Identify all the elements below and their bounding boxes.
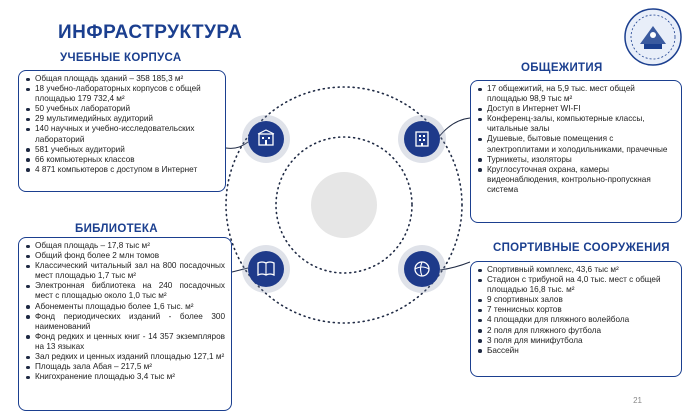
list-item: Спортивный комплекс, 43,6 тыс м² [477, 265, 675, 275]
sports-box [470, 261, 682, 377]
dorms-box [470, 80, 682, 223]
page-number: 21 [633, 396, 642, 405]
list-item: Площадь зала Абая – 217,5 м² [25, 362, 225, 372]
campus-icon [248, 121, 284, 157]
list-item: Душевые, бытовые помещения с электроплитами и холодильниками, прачечные [477, 134, 675, 154]
list-item: 2 поля для пляжного футбола [477, 326, 675, 336]
campus-box [18, 70, 226, 192]
campus-heading: УЧЕБНЫЕ КОРПУСА [60, 52, 182, 64]
dorms-list [477, 84, 675, 195]
list-item: Доступ в Интернет WI-FI [477, 104, 675, 114]
list-item: Общая площадь – 17,8 тыс м² [25, 241, 225, 251]
sports-list [477, 265, 675, 356]
list-item: Бассейн [477, 346, 675, 356]
list-item: Турникеты, изоляторы [477, 155, 675, 165]
dorm-icon [404, 121, 440, 157]
list-item: Фонд редких и ценных книг - 14 357 экземпляров на 13 языках [25, 332, 225, 352]
list-item: Круглосуточная охрана, камеры видеонаблюдения, контрольно-пропускная система [477, 165, 675, 195]
list-item: 4 площадки для пляжного волейбола [477, 315, 675, 325]
list-item: Электронная библиотека на 240 посадочных мест с площадью около 1,0 тыс м² [25, 281, 225, 301]
list-item: 3 поля для минифутбола [477, 336, 675, 346]
list-item: Абонементы площадью более 1,6 тыс. м² [25, 302, 225, 312]
list-item: 50 учебных лабораторий [25, 104, 219, 114]
list-item: 18 учебно-лабораторных корпусов с общей площадью 179 732,4 м² [25, 84, 219, 104]
dorms-heading: ОБЩЕЖИТИЯ [521, 62, 603, 74]
sports-icon [404, 251, 440, 287]
list-item: Зал редких и ценных изданий площадью 127,1 м² [25, 352, 225, 362]
list-item: Стадион с трибуной на 4,0 тыс. мест с общей площадью 16,8 тыс. м² [477, 275, 675, 295]
campus-list [25, 74, 219, 175]
center-circle [311, 172, 377, 238]
library-list [25, 241, 225, 382]
library-box [18, 237, 232, 411]
page-title: ИНФРАСТРУКТУРА [58, 22, 243, 43]
connector-campus [226, 142, 248, 148]
list-item: 7 теннисных кортов [477, 305, 675, 315]
list-item: 140 научных и учебно-исследовательских лабораторий [25, 124, 219, 144]
list-item: Конференц-залы, компьютерные классы, читальные залы [477, 114, 675, 134]
library-heading: БИБЛИОТЕКА [75, 223, 158, 235]
list-item: 9 спортивных залов [477, 295, 675, 305]
sports-heading: СПОРТИВНЫЕ СООРУЖЕНИЯ [493, 242, 670, 254]
list-item: 29 мультимедийных аудиторий [25, 114, 219, 124]
list-item: Книгохранение площадью 3,4 тыс м² [25, 372, 225, 382]
list-item: 17 общежитий, на 5,9 тыс. мест общей площадью 98,9 тыс м² [477, 84, 675, 104]
list-item: 581 учебных аудиторий [25, 145, 219, 155]
list-item: Общий фонд более 2 млн томов [25, 251, 225, 261]
connector-dorms [438, 118, 470, 138]
list-item: 66 компьютерных классов [25, 155, 219, 165]
list-item: 4 871 компьютеров с доступом в Интернет [25, 165, 219, 175]
list-item: Классический читальный зал на 800 посадочных мест площадью 1,7 тыс м² [25, 261, 225, 281]
library-icon [248, 251, 284, 287]
list-item: Фонд периодических изданий - более 300 наименований [25, 312, 225, 332]
list-item: Общая площадь зданий – 358 185,3 м² [25, 74, 219, 84]
